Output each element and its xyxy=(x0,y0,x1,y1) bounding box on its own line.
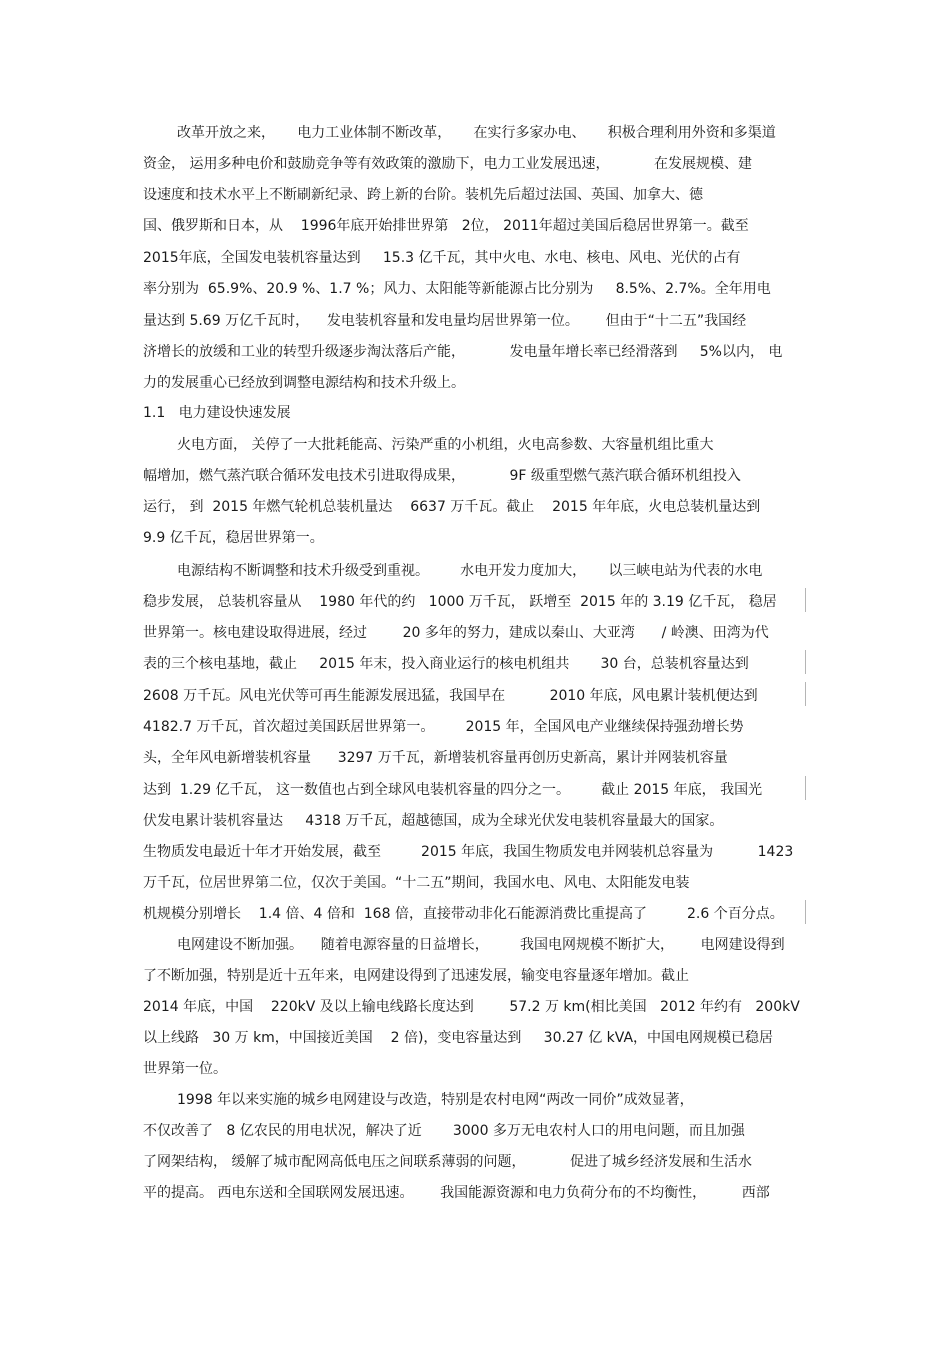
text-line: 1998 年以来实施的城乡电网建设与改造，特别是农村电网“两改一同价”成效显著， xyxy=(177,1092,694,1108)
text-line: 2014 年底，中国 220kV 及以上输电线路长度达到 57.2 万 km(相比美国 2012 年约有 200kV xyxy=(143,999,800,1015)
margin-rule xyxy=(805,682,806,706)
text-line: 4182.7 万千瓦，首次超过美国跃居世界第一。 2015 年，全国风电产业继续保持强劲增长势 xyxy=(143,719,744,735)
text-line: 万千瓦，位居世界第二位，仅次于美国。“十二五”期间，我国水电、风电、太阳能发电装 xyxy=(143,875,690,891)
text-line: 平的提高。 西电东送和全国联网发展迅速。 我国能源资源和电力负荷分布的不均衡性， 西部 xyxy=(143,1185,770,1201)
text-line: 表的三个核电基地，截止 2015 年末，投入商业运行的核电机组共 30 台，总装机容量达到 xyxy=(143,656,749,672)
margin-rule xyxy=(805,776,806,800)
text-line: 不仅改善了 8 亿农民的用电状况，解决了近 3000 多万无电农村人口的用电问题，而且加强 xyxy=(143,1123,745,1139)
margin-rule xyxy=(805,588,806,612)
text-line: 伏发电累计装机容量达 4318 万千瓦，超越德国，成为全球光伏发电装机容量最大的国家。 xyxy=(143,813,724,829)
text-line: 改革开放之来， 电力工业体制不断改革， 在实行多家办电、 积极合理利用外资和多渠道 xyxy=(177,125,776,141)
margin-rule xyxy=(805,650,806,674)
text-line: 了不断加强，特别是近十五年来，电网建设得到了迅速发展，输变电容量逐年增加。截止 xyxy=(143,968,689,984)
text-line: 2015年底，全国发电装机容量达到 15.3 亿千瓦，其中火电、水电、核电、风电、光伏的占有 xyxy=(143,250,741,266)
text-line: 电网建设不断加强。 随着电源容量的日益增长， 我国电网规模不断扩大， 电网建设得到 xyxy=(177,937,785,953)
text-line: 机规模分别增长 1.4 倍、4 倍和 168 倍，直接带动非化石能源消费比重提高了 2.6 个百分点。 xyxy=(143,906,784,922)
text-line: 设速度和技术水平上不断刷新纪录、跨上新的台阶。装机先后超过法国、英国、加拿大、德 xyxy=(143,187,703,203)
section-heading: 1.1 电力建设快速发展 xyxy=(143,405,291,421)
text-line: 世界第一位。 xyxy=(143,1061,227,1077)
text-line: 生物质发电最近十年才开始发展，截至 2015 年底，我国生物质发电并网装机总容量为 1423 xyxy=(143,844,794,860)
text-line: 达到 1.29 亿千瓦， 这一数值也占到全球风电装机容量的四分之一。 截止 2015 年底， 我国光 xyxy=(143,782,763,798)
text-line: 量达到 5.69 万亿千瓦时， 发电装机容量和发电量均居世界第一位。 但由于“十二五”我国经 xyxy=(143,313,747,329)
text-line: 国、俄罗斯和日本，从 1996年底开始排世界第 2位， 2011年超过美国后稳居世界第一。截至 xyxy=(143,218,749,234)
text-line: 头，全年风电新增装机容量 3297 万千瓦，新增装机容量再创历史新高，累计并网装机容量 xyxy=(143,750,728,766)
text-line: 9.9 亿千瓦，稳居世界第一。 xyxy=(143,530,324,546)
text-line: 了网架结构， 缓解了城市配网高低电压之间联系薄弱的问题， 促进了城乡经济发展和生活水 xyxy=(143,1154,752,1170)
text-line: 世界第一。核电建设取得进展，经过 20 多年的努力，建成以秦山、大亚湾 / 岭澳、田湾为代 xyxy=(143,625,769,641)
text-line: 稳步发展， 总装机容量从 1980 年代的约 1000 万千瓦， 跃增至 2015 年的 3.19 亿千瓦， 稳居 xyxy=(143,594,777,610)
margin-rule xyxy=(805,900,806,924)
text-line: 资金， 运用多种电价和鼓励竞争等有效政策的激励下，电力工业发展迅速， 在发展规模、建 xyxy=(143,156,752,172)
text-line: 电源结构不断调整和技术升级受到重视。 水电开发力度加大， 以三峡电站为代表的水电 xyxy=(177,563,763,579)
text-line: 幅增加，燃气蒸汽联合循环发电技术引进取得成果， 9F 级重型燃气蒸汽联合循环机组投入 xyxy=(143,468,741,484)
text-line: 运行， 到 2015 年燃气轮机总装机量达 6637 万千瓦。截止 2015 年年底，火电总装机量达到 xyxy=(143,499,761,515)
text-line: 济增长的放缓和工业的转型升级逐步淘汰落后产能， 发电量年增长率已经滑落到 5%以内， 电 xyxy=(143,344,783,360)
text-line: 率分别为 65.9%、20.9 %、1.7 %；风力、太阳能等新能源占比分别为 8.5%、2.7%。全年用电 xyxy=(143,281,771,297)
text-line: 2608 万千瓦。风电光伏等可再生能源发展迅猛，我国早在 2010 年底，风电累计装机便达到 xyxy=(143,688,758,704)
text-line: 火电方面， 关停了一大批耗能高、污染严重的小机组，火电高参数、大容量机组比重大 xyxy=(177,437,714,453)
text-line: 以上线路 30 万 km，中国接近美国 2 倍)，变电容量达到 30.27 亿 kVA，中国电网规模已稳居 xyxy=(143,1030,774,1046)
text-line: 力的发展重心已经放到调整电源结构和技术升级上。 xyxy=(143,375,465,391)
